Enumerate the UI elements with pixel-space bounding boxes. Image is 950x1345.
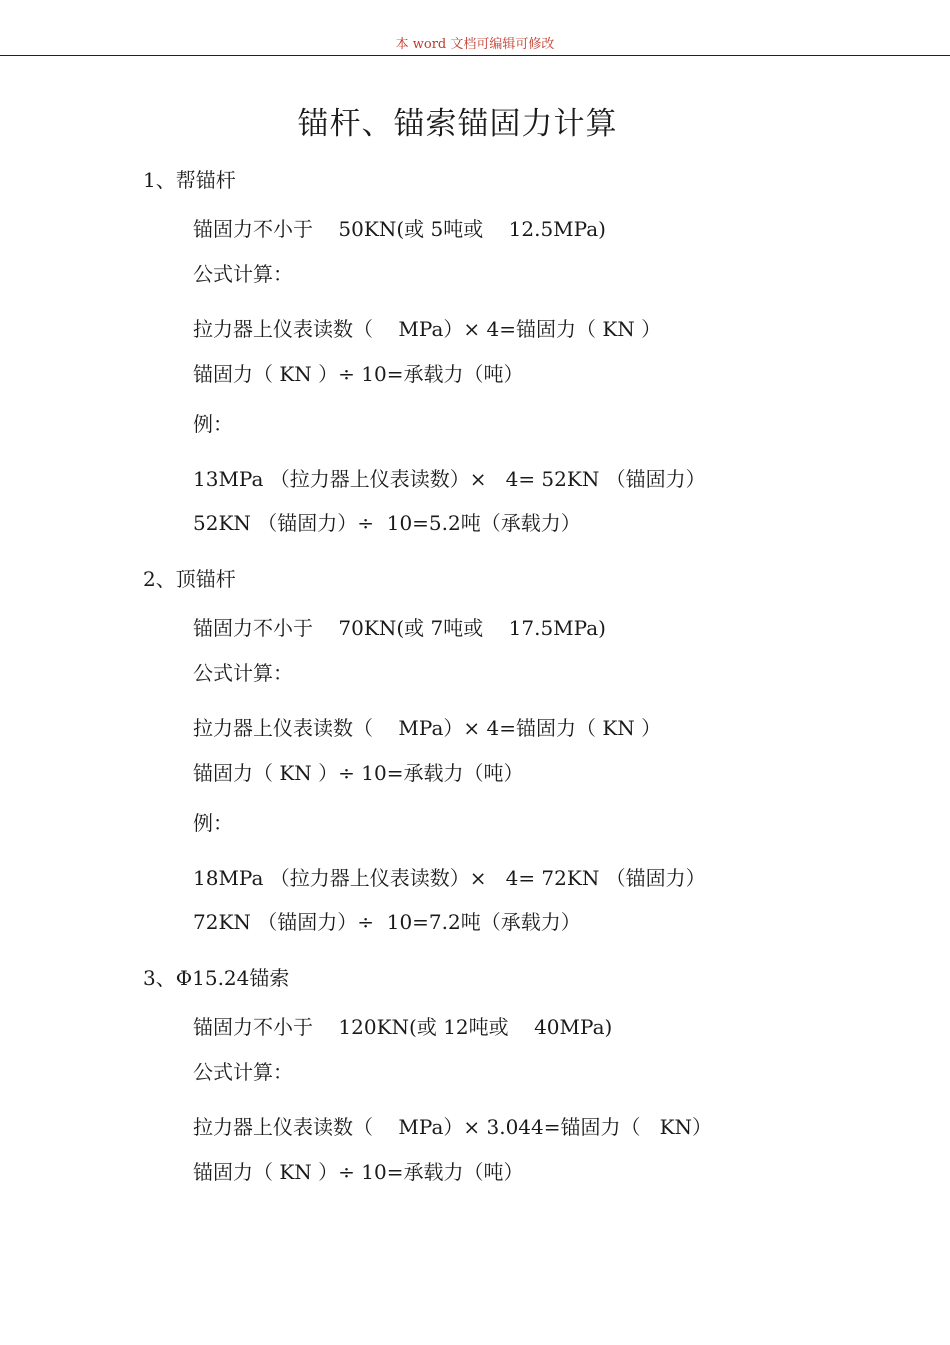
example-label-2: 例： xyxy=(193,811,233,835)
section-heading-1: 1、帮锚杆 xyxy=(143,168,236,192)
section-heading-2: 2、顶锚杆 xyxy=(143,567,236,591)
formula-line-3a: 拉力器上仪表读数（ MPa）× 3.044=锚固力（ KN） xyxy=(193,1115,713,1139)
example-label-1: 例： xyxy=(193,412,233,436)
example-line-1a: 13MPa （拉力器上仪表读数）× 4= 52KN （锚固力） xyxy=(193,467,706,491)
formula-line-2a: 拉力器上仪表读数（ MPa）× 4=锚固力（ KN ） xyxy=(193,716,662,740)
requirement-1: 锚固力不小于 50KN(或 5吨或 12.5MPa) xyxy=(193,217,606,241)
example-line-2a: 18MPa （拉力器上仪表读数）× 4= 72KN （锚固力） xyxy=(193,866,706,890)
formula-label-2: 公式计算： xyxy=(193,661,293,685)
formula-label-3: 公式计算： xyxy=(193,1060,293,1084)
page-title: 锚杆、锚索锚固力计算 xyxy=(297,106,618,142)
header-divider xyxy=(0,55,950,56)
formula-line-1b: 锚固力（ KN ）÷ 10=承载力（吨） xyxy=(193,362,524,386)
formula-line-1a: 拉力器上仪表读数（ MPa）× 4=锚固力（ KN ） xyxy=(193,317,662,341)
formula-label-1: 公式计算： xyxy=(193,262,293,286)
formula-line-2b: 锚固力（ KN ）÷ 10=承载力（吨） xyxy=(193,761,524,785)
section-heading-3: 3、Φ15.24锚索 xyxy=(143,966,290,990)
requirement-3: 锚固力不小于 120KN(或 12吨或 40MPa) xyxy=(193,1015,613,1039)
header-note: 本 word 文档可编辑可修改 xyxy=(395,37,555,52)
formula-line-3b: 锚固力（ KN ）÷ 10=承载力（吨） xyxy=(193,1160,524,1184)
example-line-1b: 52KN （锚固力）÷ 10=5.2吨（承载力） xyxy=(193,511,581,535)
requirement-2: 锚固力不小于 70KN(或 7吨或 17.5MPa) xyxy=(193,616,606,640)
example-line-2b: 72KN （锚固力）÷ 10=7.2吨（承载力） xyxy=(193,910,581,934)
